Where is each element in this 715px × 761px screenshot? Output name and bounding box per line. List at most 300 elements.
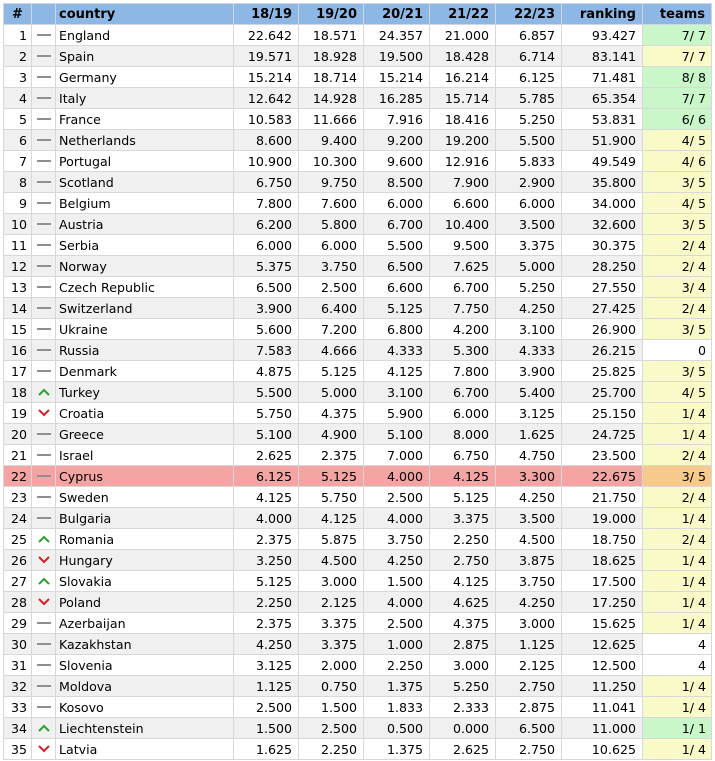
season-2122-cell: 3.000	[430, 655, 496, 676]
trend-cell	[32, 739, 56, 760]
season-1920-cell: 4.900	[299, 424, 364, 445]
season-1920-cell: 7.200	[299, 319, 364, 340]
teams-cell: 3/ 5	[643, 361, 712, 382]
season-2122-cell: 7.750	[430, 298, 496, 319]
rank-cell: 24	[4, 508, 32, 529]
season-2223-cell: 6.125	[496, 67, 562, 88]
rank-cell: 26	[4, 550, 32, 571]
table-row[interactable]	[4, 319, 712, 340]
teams-cell: 1/ 4	[643, 424, 712, 445]
rank-cell: 28	[4, 592, 32, 613]
teams-cell: 7/ 7	[643, 25, 712, 46]
season-2122-cell: 7.625	[430, 256, 496, 277]
trend-cell	[32, 46, 56, 67]
season-2021-cell: 3.100	[364, 382, 430, 403]
rank-cell: 22	[4, 466, 32, 487]
season-2021-cell: 15.214	[364, 67, 430, 88]
season-2122-cell: 18.416	[430, 109, 496, 130]
season-2223-cell: 5.250	[496, 109, 562, 130]
table-row[interactable]	[4, 487, 712, 508]
season-2223-cell: 4.250	[496, 487, 562, 508]
season-2223-cell: 5.250	[496, 277, 562, 298]
ranking-cell: 18.750	[562, 529, 643, 550]
season-2223-cell: 3.000	[496, 613, 562, 634]
season-1819-cell: 15.214	[234, 67, 299, 88]
season-1920-cell: 3.750	[299, 256, 364, 277]
teams-cell: 7/ 7	[643, 46, 712, 67]
teams-cell: 1/ 4	[643, 592, 712, 613]
country-cell: Hungary	[56, 550, 234, 571]
trend-cell	[32, 508, 56, 529]
trend-cell	[32, 361, 56, 382]
ranking-cell: 27.425	[562, 298, 643, 319]
season-1920-cell: 5.750	[299, 487, 364, 508]
ranking-cell: 83.141	[562, 46, 643, 67]
teams-cell: 3/ 4	[643, 277, 712, 298]
table-row[interactable]	[4, 25, 712, 46]
teams-cell: 4/ 6	[643, 151, 712, 172]
trend-cell	[32, 592, 56, 613]
table-row[interactable]	[4, 193, 712, 214]
rank-cell: 17	[4, 361, 32, 382]
season-1819-cell: 22.642	[234, 25, 299, 46]
season-1819-cell: 2.250	[234, 592, 299, 613]
ranking-cell: 30.375	[562, 235, 643, 256]
season-2223-cell: 6.714	[496, 46, 562, 67]
season-1819-cell: 3.125	[234, 655, 299, 676]
season-2223-cell: 4.500	[496, 529, 562, 550]
dash-icon	[32, 240, 55, 250]
dash-icon	[32, 345, 55, 355]
table-row[interactable]	[4, 550, 712, 571]
season-2122-cell: 2.750	[430, 550, 496, 571]
country-cell: Azerbaijan	[56, 613, 234, 634]
season-1920-cell: 10.300	[299, 151, 364, 172]
table-row[interactable]	[4, 739, 712, 760]
season-1819-cell: 7.583	[234, 340, 299, 361]
season-2122-cell: 3.375	[430, 508, 496, 529]
teams-cell: 4/ 5	[643, 130, 712, 151]
table-row[interactable]	[4, 277, 712, 298]
teams-cell: 1/ 4	[643, 613, 712, 634]
country-cell: Norway	[56, 256, 234, 277]
table-row[interactable]	[4, 466, 712, 487]
season-2223-cell: 1.625	[496, 424, 562, 445]
col-header-season-2223[interactable]: 22/23	[496, 4, 562, 25]
season-1920-cell: 6.400	[299, 298, 364, 319]
dash-icon	[32, 261, 55, 271]
dash-icon	[32, 324, 55, 334]
season-1819-cell: 2.500	[234, 697, 299, 718]
season-2021-cell: 1.500	[364, 571, 430, 592]
season-1819-cell: 5.600	[234, 319, 299, 340]
country-cell: Germany	[56, 67, 234, 88]
country-cell: Liechtenstein	[56, 718, 234, 739]
rank-cell: 14	[4, 298, 32, 319]
season-1920-cell: 5.800	[299, 214, 364, 235]
dash-icon	[32, 429, 55, 439]
ranking-cell: 53.831	[562, 109, 643, 130]
season-2223-cell: 2.875	[496, 697, 562, 718]
rank-cell: 18	[4, 382, 32, 403]
season-1819-cell: 12.642	[234, 88, 299, 109]
teams-cell: 1/ 4	[643, 697, 712, 718]
header-row	[4, 4, 712, 25]
season-2122-cell: 4.625	[430, 592, 496, 613]
season-1819-cell: 5.500	[234, 382, 299, 403]
rank-cell: 21	[4, 445, 32, 466]
table-row[interactable]	[4, 214, 712, 235]
season-2223-cell: 3.300	[496, 466, 562, 487]
country-cell: Portugal	[56, 151, 234, 172]
country-cell: Kosovo	[56, 697, 234, 718]
trend-cell	[32, 277, 56, 298]
teams-cell: 3/ 5	[643, 214, 712, 235]
country-cell: Greece	[56, 424, 234, 445]
season-1920-cell: 2.250	[299, 739, 364, 760]
country-cell: Slovenia	[56, 655, 234, 676]
season-2021-cell: 8.500	[364, 172, 430, 193]
teams-cell: 2/ 4	[643, 298, 712, 319]
table-row[interactable]	[4, 508, 712, 529]
season-2223-cell: 2.750	[496, 739, 562, 760]
dash-icon	[32, 72, 55, 82]
ranking-cell: 22.675	[562, 466, 643, 487]
table-row[interactable]	[4, 718, 712, 739]
season-2122-cell: 16.214	[430, 67, 496, 88]
season-2223-cell: 3.100	[496, 319, 562, 340]
ranking-cell: 12.500	[562, 655, 643, 676]
season-2021-cell: 9.600	[364, 151, 430, 172]
season-1819-cell: 10.583	[234, 109, 299, 130]
season-2223-cell: 6.857	[496, 25, 562, 46]
teams-cell: 7/ 7	[643, 88, 712, 109]
table-row[interactable]	[4, 67, 712, 88]
season-2223-cell: 4.250	[496, 592, 562, 613]
season-1920-cell: 2.000	[299, 655, 364, 676]
rank-cell: 29	[4, 613, 32, 634]
rank-cell: 31	[4, 655, 32, 676]
col-header-rank[interactable]: #	[4, 4, 32, 25]
trend-cell	[32, 319, 56, 340]
rank-cell: 25	[4, 529, 32, 550]
season-1819-cell: 4.875	[234, 361, 299, 382]
dash-icon	[32, 219, 55, 229]
season-2223-cell: 6.500	[496, 718, 562, 739]
season-2223-cell: 3.900	[496, 361, 562, 382]
dash-icon	[32, 177, 55, 187]
table-row[interactable]	[4, 130, 712, 151]
rank-cell: 11	[4, 235, 32, 256]
season-2021-cell: 2.500	[364, 613, 430, 634]
season-1819-cell: 4.125	[234, 487, 299, 508]
season-1920-cell: 5.125	[299, 361, 364, 382]
table-row[interactable]	[4, 298, 712, 319]
col-header-ranking[interactable]: ranking	[562, 4, 643, 25]
trend-cell	[32, 676, 56, 697]
rank-cell: 19	[4, 403, 32, 424]
season-1819-cell: 1.125	[234, 676, 299, 697]
country-cell: Austria	[56, 214, 234, 235]
teams-cell: 4	[643, 634, 712, 655]
table-row[interactable]	[4, 382, 712, 403]
season-2223-cell: 3.125	[496, 403, 562, 424]
table-row[interactable]	[4, 613, 712, 634]
teams-cell: 3/ 5	[643, 172, 712, 193]
country-cell: Ukraine	[56, 319, 234, 340]
country-cell: Bulgaria	[56, 508, 234, 529]
season-1920-cell: 11.666	[299, 109, 364, 130]
rank-cell: 4	[4, 88, 32, 109]
season-2223-cell: 1.125	[496, 634, 562, 655]
arrow-up-icon	[32, 534, 55, 544]
country-cell: Romania	[56, 529, 234, 550]
season-2223-cell: 3.500	[496, 214, 562, 235]
table-row[interactable]	[4, 361, 712, 382]
rank-cell: 5	[4, 109, 32, 130]
season-2021-cell: 6.800	[364, 319, 430, 340]
season-2223-cell: 2.750	[496, 676, 562, 697]
trend-cell	[32, 697, 56, 718]
rank-cell: 20	[4, 424, 32, 445]
trend-cell	[32, 487, 56, 508]
season-2021-cell: 6.000	[364, 193, 430, 214]
col-header-country[interactable]: country	[56, 4, 234, 25]
col-header-season-1819[interactable]: 18/19	[234, 4, 299, 25]
table-row[interactable]	[4, 256, 712, 277]
season-2021-cell: 7.000	[364, 445, 430, 466]
col-header-season-2122[interactable]: 21/22	[430, 4, 496, 25]
table-row[interactable]	[4, 571, 712, 592]
country-cell: Scotland	[56, 172, 234, 193]
arrow-down-icon	[32, 555, 55, 565]
dash-icon	[32, 198, 55, 208]
season-2122-cell: 4.125	[430, 571, 496, 592]
col-header-trend	[32, 4, 56, 25]
table-row[interactable]	[4, 592, 712, 613]
table-row[interactable]	[4, 445, 712, 466]
season-2122-cell: 8.000	[430, 424, 496, 445]
ranking-cell: 35.800	[562, 172, 643, 193]
ranking-cell: 17.250	[562, 592, 643, 613]
teams-cell: 1/ 1	[643, 718, 712, 739]
season-2223-cell: 4.333	[496, 340, 562, 361]
season-1920-cell: 9.750	[299, 172, 364, 193]
dash-icon	[32, 156, 55, 166]
season-2021-cell: 0.500	[364, 718, 430, 739]
season-2021-cell: 1.375	[364, 676, 430, 697]
table-row[interactable]	[4, 529, 712, 550]
arrow-up-icon	[32, 387, 55, 397]
season-2021-cell: 1.833	[364, 697, 430, 718]
table-row[interactable]	[4, 403, 712, 424]
rank-cell: 30	[4, 634, 32, 655]
uefa-country-ranking-table	[3, 3, 712, 760]
dash-icon	[32, 93, 55, 103]
trend-cell	[32, 151, 56, 172]
col-header-season-1920[interactable]: 19/20	[299, 4, 364, 25]
season-2122-cell: 6.000	[430, 403, 496, 424]
season-2021-cell: 9.200	[364, 130, 430, 151]
trend-cell	[32, 193, 56, 214]
season-1920-cell: 3.375	[299, 613, 364, 634]
trend-cell	[32, 403, 56, 424]
season-1819-cell: 1.500	[234, 718, 299, 739]
table-row[interactable]	[4, 172, 712, 193]
ranking-cell: 25.825	[562, 361, 643, 382]
season-2021-cell: 24.357	[364, 25, 430, 46]
trend-cell	[32, 550, 56, 571]
season-2223-cell: 3.750	[496, 571, 562, 592]
ranking-cell: 26.215	[562, 340, 643, 361]
dash-icon	[32, 681, 55, 691]
table-row[interactable]	[4, 655, 712, 676]
dash-icon	[32, 702, 55, 712]
season-1920-cell: 0.750	[299, 676, 364, 697]
col-header-season-2021[interactable]: 20/21	[364, 4, 430, 25]
table-row[interactable]	[4, 697, 712, 718]
trend-cell	[32, 25, 56, 46]
dash-icon	[32, 492, 55, 502]
season-1920-cell: 5.000	[299, 382, 364, 403]
rank-cell: 15	[4, 319, 32, 340]
season-2223-cell: 4.750	[496, 445, 562, 466]
season-1819-cell: 6.750	[234, 172, 299, 193]
ranking-cell: 21.750	[562, 487, 643, 508]
season-2122-cell: 4.125	[430, 466, 496, 487]
season-1819-cell: 3.250	[234, 550, 299, 571]
country-cell: Belgium	[56, 193, 234, 214]
ranking-cell: 25.150	[562, 403, 643, 424]
teams-cell: 6/ 6	[643, 109, 712, 130]
season-2223-cell: 3.375	[496, 235, 562, 256]
trend-cell	[32, 130, 56, 151]
season-2122-cell: 0.000	[430, 718, 496, 739]
season-1920-cell: 5.125	[299, 466, 364, 487]
teams-cell: 3/ 5	[643, 466, 712, 487]
country-cell: Turkey	[56, 382, 234, 403]
table-row[interactable]	[4, 424, 712, 445]
season-2122-cell: 2.875	[430, 634, 496, 655]
ranking-cell: 19.000	[562, 508, 643, 529]
rank-cell: 23	[4, 487, 32, 508]
teams-cell: 1/ 4	[643, 676, 712, 697]
season-1920-cell: 3.000	[299, 571, 364, 592]
season-1920-cell: 1.500	[299, 697, 364, 718]
country-cell: Serbia	[56, 235, 234, 256]
season-1819-cell: 8.600	[234, 130, 299, 151]
season-1819-cell: 5.375	[234, 256, 299, 277]
season-2122-cell: 4.200	[430, 319, 496, 340]
table-row[interactable]	[4, 88, 712, 109]
rank-cell: 10	[4, 214, 32, 235]
table-row[interactable]	[4, 634, 712, 655]
trend-cell	[32, 634, 56, 655]
country-cell: Spain	[56, 46, 234, 67]
season-1920-cell: 14.928	[299, 88, 364, 109]
dash-icon	[32, 450, 55, 460]
season-2021-cell: 5.500	[364, 235, 430, 256]
table-row[interactable]	[4, 235, 712, 256]
dash-icon	[32, 135, 55, 145]
season-1920-cell: 18.714	[299, 67, 364, 88]
dash-icon	[32, 639, 55, 649]
season-2021-cell: 2.250	[364, 655, 430, 676]
season-2021-cell: 1.375	[364, 739, 430, 760]
country-cell: Israel	[56, 445, 234, 466]
season-1819-cell: 7.800	[234, 193, 299, 214]
arrow-up-icon	[32, 723, 55, 733]
table-row[interactable]	[4, 340, 712, 361]
season-2021-cell: 6.700	[364, 214, 430, 235]
trend-cell	[32, 571, 56, 592]
teams-cell: 1/ 4	[643, 571, 712, 592]
ranking-cell: 71.481	[562, 67, 643, 88]
rank-cell: 7	[4, 151, 32, 172]
season-1920-cell: 4.666	[299, 340, 364, 361]
dash-icon	[32, 30, 55, 40]
season-2122-cell: 6.600	[430, 193, 496, 214]
table-row[interactable]	[4, 109, 712, 130]
teams-cell: 4/ 5	[643, 382, 712, 403]
trend-cell	[32, 718, 56, 739]
country-cell: Kazakhstan	[56, 634, 234, 655]
season-2122-cell: 6.700	[430, 277, 496, 298]
season-1920-cell: 5.875	[299, 529, 364, 550]
country-cell: France	[56, 109, 234, 130]
table-row[interactable]	[4, 46, 712, 67]
teams-cell: 1/ 4	[643, 739, 712, 760]
season-1920-cell: 2.125	[299, 592, 364, 613]
season-2122-cell: 19.200	[430, 130, 496, 151]
arrow-down-icon	[32, 408, 55, 418]
ranking-cell: 51.900	[562, 130, 643, 151]
country-cell: Czech Republic	[56, 277, 234, 298]
season-2122-cell: 4.375	[430, 613, 496, 634]
teams-cell: 1/ 4	[643, 550, 712, 571]
teams-cell: 0	[643, 340, 712, 361]
season-2021-cell: 6.500	[364, 256, 430, 277]
season-2122-cell: 2.625	[430, 739, 496, 760]
table-row[interactable]	[4, 676, 712, 697]
season-2223-cell: 5.833	[496, 151, 562, 172]
dash-icon	[32, 513, 55, 523]
season-1819-cell: 5.750	[234, 403, 299, 424]
season-2021-cell: 6.600	[364, 277, 430, 298]
country-cell: Switzerland	[56, 298, 234, 319]
rank-cell: 12	[4, 256, 32, 277]
col-header-teams[interactable]: teams	[643, 4, 712, 25]
season-2021-cell: 19.500	[364, 46, 430, 67]
trend-cell	[32, 424, 56, 445]
table-row[interactable]	[4, 151, 712, 172]
season-2223-cell: 3.500	[496, 508, 562, 529]
ranking-cell: 27.550	[562, 277, 643, 298]
teams-cell: 1/ 4	[643, 508, 712, 529]
season-2122-cell: 12.916	[430, 151, 496, 172]
country-cell: Sweden	[56, 487, 234, 508]
rank-cell: 3	[4, 67, 32, 88]
rank-cell: 35	[4, 739, 32, 760]
teams-cell: 4/ 5	[643, 193, 712, 214]
season-2021-cell: 4.000	[364, 466, 430, 487]
trend-cell	[32, 655, 56, 676]
ranking-cell: 25.700	[562, 382, 643, 403]
rank-cell: 8	[4, 172, 32, 193]
season-1819-cell: 1.625	[234, 739, 299, 760]
trend-cell	[32, 214, 56, 235]
arrow-up-icon	[32, 576, 55, 586]
